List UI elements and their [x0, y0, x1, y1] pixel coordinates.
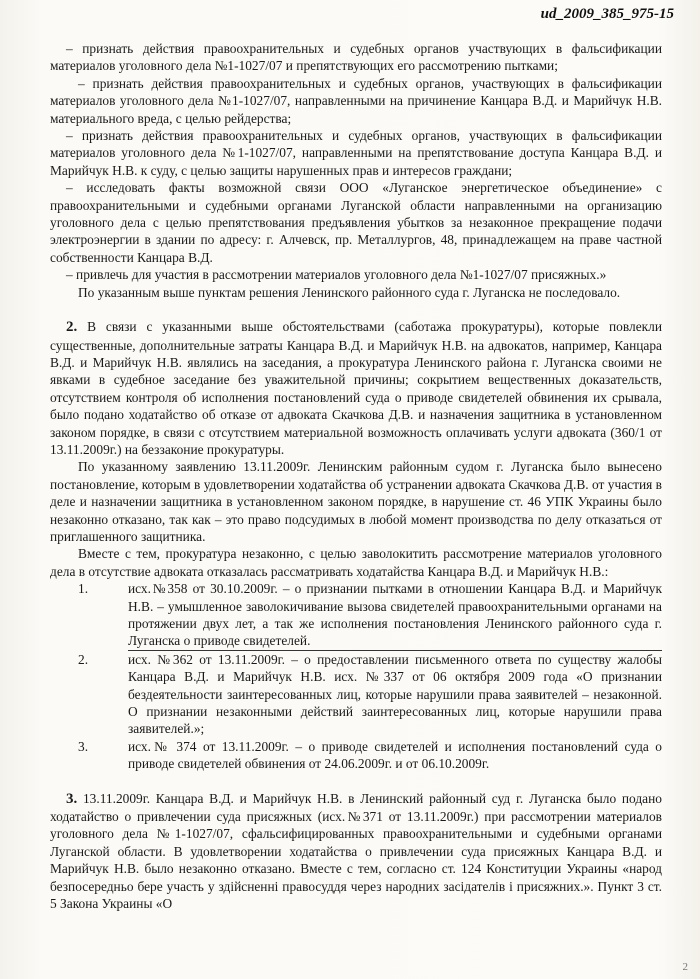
- section-2-paragraph-1: 2. В связи с указанными выше обстоятельствами (саботажа прокуратуры), которые повлекли существенные, дополнительные затраты Канцара В.Д. и Марийчук Н.В. на адвокатов, например, Канцара В.Д. и Марийчук Н.В. являлись на заседания, а прокуратура Ленинского района г. Луганска своими не явками в судебное заседание без уважительной причины; сокрытием вещественных доказательств, отсутствием контроля об исполнения постановлений суда о приводе свидетелей обвинения их срывала, было подано ходатайство об отказе от адвоката Скачкова Д.В. и назначения защитника в установленном законом порядке, в связи с отсутствием материальной возможность оплачивать услуги адвоката (360/1 от 13.11.2009г.) на беззаконие прокуратуры.: [50, 319, 662, 457]
- intro-item: – признать действия правоохранительных и судебных органов, участвующих в фальсификации материалов уголовного дела №1-1027/07, направленными на препятствование доступа Канцара В.Д. и Марийчук Н.В. к суду, с целью защиты нарушенных прав и интересов граждани;: [50, 128, 662, 178]
- section-3-number: 3.: [66, 790, 78, 807]
- list-item: [50, 651, 662, 738]
- section-2-paragraph-2: По указанному заявлению 13.11.2009г. Ленинским районным судом г. Луганска было вынесено постановление, которым в удовлетворении ходатайства об устранении адвоката Скачкова Д.В. от участия в деле и назначении защитника в установленном законом порядке, в нарушение ст. 46 УПК Украины было незаконно отказано, так как – это право подсудимых в любой момент производства по делу отказаться от приглашенного защитника.: [50, 459, 662, 544]
- intro-item: – исследовать факты возможной связи ООО «Луганское энергетическое объединение» с правоохранительными и судебными органами Луганской области направленными на организацию уголовного дела с целью препятствования предъявления убытков за незаконное прекращение подачи электроэнергии в здании по адресу: г. Алчевск, пр. Металлургов, 48, принадлежащем на праве частной собственности Канцара В.Д.: [50, 180, 662, 265]
- document-id: ud_2009_385_975-15: [540, 6, 674, 22]
- intro-item: – признать действия правоохранительных и судебных органов участвующих в фальсификации материалов уголовного дела №1-1027/07 и препятствующих его рассмотрению пытками;: [50, 41, 662, 74]
- document-body: [50, 40, 662, 913]
- page-number: 2: [682, 961, 688, 973]
- list-item-number: 3.: [78, 738, 89, 754]
- list-item-number: 1.: [78, 581, 89, 597]
- intro-item: – признать действия правоохранительных и судебных органов, участвующих в фальсификации материалов уголовного дела №1-1027/07, направленными на причинение Канцара В.Д. и Марийчук Н.В. материального вреда, с целью рейдерства;: [50, 75, 662, 126]
- section-2-paragraph-3: Вместе с тем, прокуратура незаконно, с целью заволокитить рассмотрение материалов уголовного дела в отсутствие адвоката отказалась рассматривать ходатайства Канцара В.Д. и Марийчук Н.В.:: [50, 546, 662, 579]
- list-item-text: исх. №362 от 13.11.2009г. – о предоставлении письменного ответа по существу жалобы Канцара В.Д. и Марийчук Н.В. исх. №337 от 06 октября 2009 года «О признании бездеятельности заинтересованных лиц, которые нарушили права заявителей – незаконной. О признании незаконными действий заинтересованных лиц, которые нарушили права заявителей.»;: [128, 651, 662, 737]
- list-item-number: 2.: [78, 651, 89, 667]
- list-item-text: исх.№358 от 30.10.2009г. – о признании пытками в отношении Канцара В.Д. и Марийчук Н.В. – умышленное заволокичивание вызова свидетелей правоохранительными органами на протяжении двух лет, а так же исполнения постановления Ленинского районного суда г. Луганска о приводе свидетелей.: [128, 580, 662, 651]
- section-2-number: 2.: [66, 319, 78, 336]
- list-item: [50, 738, 662, 773]
- intro-closing: По указанным выше пунктам решения Ленинского районного суда г. Луганска не последовало.: [78, 284, 621, 300]
- section-3-paragraph-1: 3. 13.11.2009г. Канцара В.Д. и Марийчук Н.В. в Ленинский районный суд г. Луганска было подано ходатайство о привлечении суда присяжных (исх.№371 от 13.11.2009г.) при рассмотрении материалов уголовного дела №1-1027/07, сфальсифицированных правоохранительными и судебными органами Луганской области. В удовлетворении ходатайства о привлечении суда присяжных Канцара В.Д. и Марийчук Н.В. было незаконно отказано. Вместе с тем, согласно ст. 124 Конституции Украины «народ безпосередньо бере участь у здійсненні правосуддя через народних засідателів і присяжних.». Пункт 3 ст. 5 Закона Украины «О: [50, 790, 662, 912]
- intro-item: – привлечь для участия в рассмотрении материалов уголовного дела №1-1027/07 присяжных.»: [66, 267, 607, 283]
- list-item: [50, 580, 662, 651]
- list-item-text: исх.№ 374 от 13.11.2009г. – о приводе свидетелей и исполнения постановлений суда о приводе свидетелей обвинения от 24.06.2009г. и от 06.10.2009г.: [128, 738, 662, 772]
